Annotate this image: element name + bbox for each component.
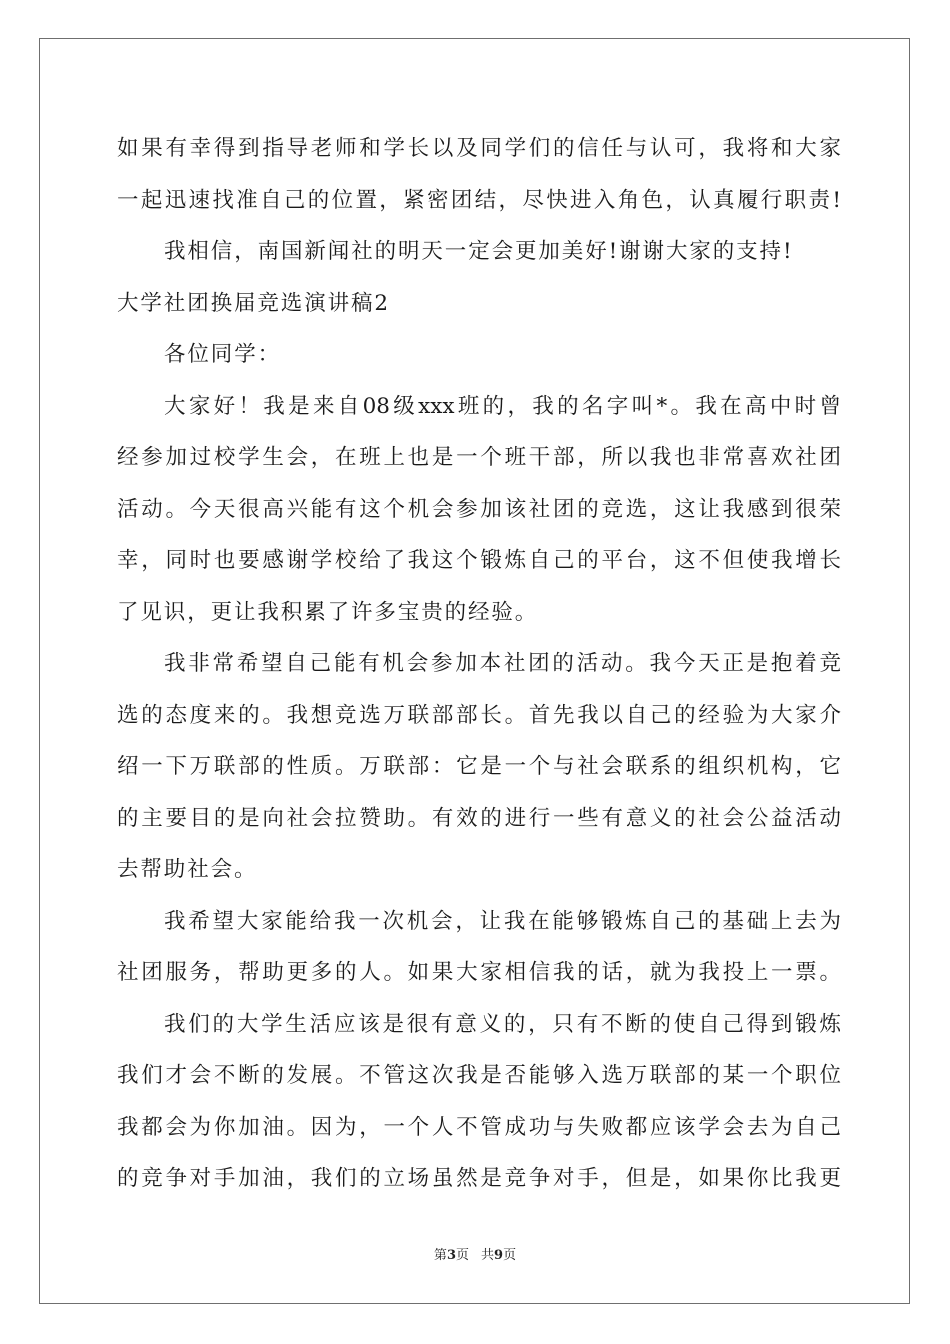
section-heading: 大学社团换届竞选演讲稿2 bbox=[117, 290, 390, 316]
text-line: 绍一下万联部的性质。万联部：它是一个与社会联系的组织机构，它 bbox=[117, 754, 841, 779]
page-footer bbox=[0, 1244, 950, 1263]
page-unit: 页 bbox=[455, 1248, 469, 1263]
text-line: 我都会为你加油。因为，一个人不管成功与失败都应该学会去为自己 bbox=[117, 1114, 841, 1140]
text-line: 活动。今天很高兴能有这个机会参加该社团的竞选，这让我感到很荣 bbox=[117, 496, 841, 522]
text-line: 我希望大家能给我一次机会，让我在能够锻炼自己的基础上去为 bbox=[164, 908, 841, 934]
text-line: 我们的大学生活应该是很有意义的，只有不断的使自己得到锻炼 bbox=[164, 1011, 841, 1037]
text-line: 幸，同时也要感谢学校给了我这个锻炼自己的平台，这不但使我增长 bbox=[117, 548, 841, 573]
text-line: 如果有幸得到指导老师和学长以及同学们的信任与认可，我将和大家 bbox=[117, 136, 841, 161]
salutation: 各位同学： bbox=[164, 342, 282, 367]
text-line: 了见识，更让我积累了许多宝贵的经验。 bbox=[117, 599, 539, 625]
document-body bbox=[117, 127, 841, 1209]
current-page-number: 3 bbox=[446, 1248, 456, 1263]
text-line: 社团服务，帮助更多的人。如果大家相信我的话，就为我投上一票。 bbox=[117, 960, 841, 985]
text-line: 经参加过校学生会，在班上也是一个班干部，所以我也非常喜欢社团 bbox=[117, 445, 841, 470]
total-unit: 页 bbox=[503, 1248, 517, 1263]
total-prefix: 共 bbox=[481, 1248, 495, 1263]
text-line: 我们才会不断的发展。不管这次我是否能够入选万联部的某一个职位 bbox=[117, 1063, 841, 1088]
text-line: 我非常希望自己能有机会参加本社团的活动。我今天正是抱着竞 bbox=[164, 651, 841, 676]
total-page-number: 9 bbox=[494, 1248, 504, 1263]
text-line: 我相信，南国新闻社的明天一定会更加美好!谢谢大家的支持! bbox=[164, 239, 794, 264]
text-line: 的竞争对手加油，我们的立场虽然是竞争对手，但是，如果你比我更 bbox=[117, 1166, 841, 1191]
text-line: 的主要目的是向社会拉赞助。有效的进行一些有意义的社会公益活动 bbox=[117, 805, 841, 831]
text-line: 去帮助社会。 bbox=[117, 857, 258, 882]
text-line: 一起迅速找准自己的位置，紧密团结，尽快进入角色，认真履行职责! bbox=[117, 187, 841, 213]
page-prefix: 第 bbox=[433, 1248, 447, 1263]
text-line: 选的态度来的。我想竞选万联部部长。首先我以自己的经验为大家介 bbox=[117, 702, 841, 728]
text-line: 大家好！我是来自08级xxx班的，我的名字叫*。我在高中时曾 bbox=[164, 393, 841, 419]
